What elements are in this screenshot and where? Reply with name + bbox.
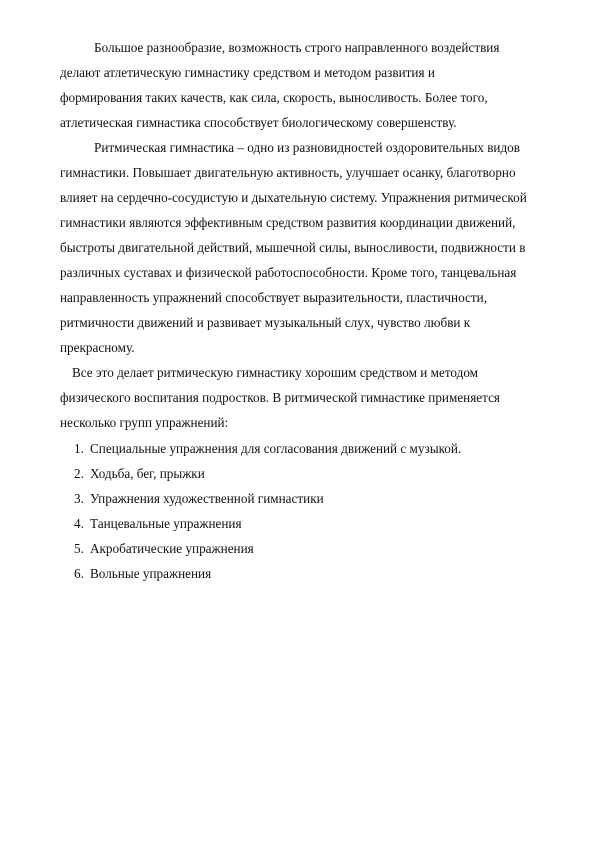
paragraph-1-line-4: атлетическая гимнастика способствует биологическому совершенству. — [60, 115, 457, 130]
list-item-text: Вольные упражнения — [90, 566, 212, 581]
list-item-text: Танцевальные упражнения — [90, 516, 242, 531]
paragraph-2-line-6: различных суставах и физической работоспособности. Кроме того, танцевальная — [60, 265, 517, 280]
paragraph-2-line-3: влияет на сердечно-сосудистую и дыхательную систему. Упражнения ритмической — [60, 190, 527, 205]
paragraph-2-line-1: Ритмическая гимнастика – одно из разновидностей оздоровительных видов — [94, 140, 521, 155]
paragraph-3-line-1: Все это делает ритмическую гимнастику хорошим средством и методом — [72, 365, 479, 380]
list-item-text: Упражнения художественной гимнастики — [90, 491, 324, 506]
paragraph-2-line-8: ритмичности движений и развивает музыкальный слух, чувство любви к — [60, 315, 471, 330]
list-item-number: 1. — [74, 441, 84, 456]
paragraph-3-line-3: несколько групп упражнений: — [60, 415, 229, 430]
paragraph-2-line-9: прекрасному. — [60, 340, 135, 355]
list-item-number: 4. — [74, 516, 84, 531]
paragraph-2-line-2: гимнастики. Повышает двигательную активность, улучшает осанку, благотворно — [60, 165, 516, 180]
paragraph-1-line-2: делают атлетическую гимнастику средством и методом развития и — [60, 65, 435, 80]
paragraph-2-line-4: гимнастики являются эффективным средством развития координации движений, — [60, 215, 516, 230]
paragraph-2-line-7: направленность упражнений способствует выразительности, пластичности, — [60, 290, 488, 305]
paragraph-1-line-3: формирования таких качеств, как сила, скорость, выносливость. Более того, — [60, 90, 488, 105]
list-item-text: Специальные упражнения для согласования движений с музыкой. — [90, 441, 462, 456]
paragraph-2-line-5: быстроты двигательной действий, мышечной силы, выносливости, подвижности в — [60, 240, 526, 255]
paragraph-1-line-1: Большое разнообразие, возможность строго направленного воздействия — [94, 40, 500, 55]
list-item-number: 5. — [74, 541, 84, 556]
list-item-text: Ходьба, бег, прыжки — [90, 466, 205, 481]
paragraph-3-line-2: физического воспитания подростков. В ритмической гимнастике применяется — [60, 390, 500, 405]
list-item-number: 6. — [74, 566, 84, 581]
list-item-number: 2. — [74, 466, 84, 481]
list-item-number: 3. — [74, 491, 84, 506]
list-item-text: Акробатические упражнения — [90, 541, 254, 556]
